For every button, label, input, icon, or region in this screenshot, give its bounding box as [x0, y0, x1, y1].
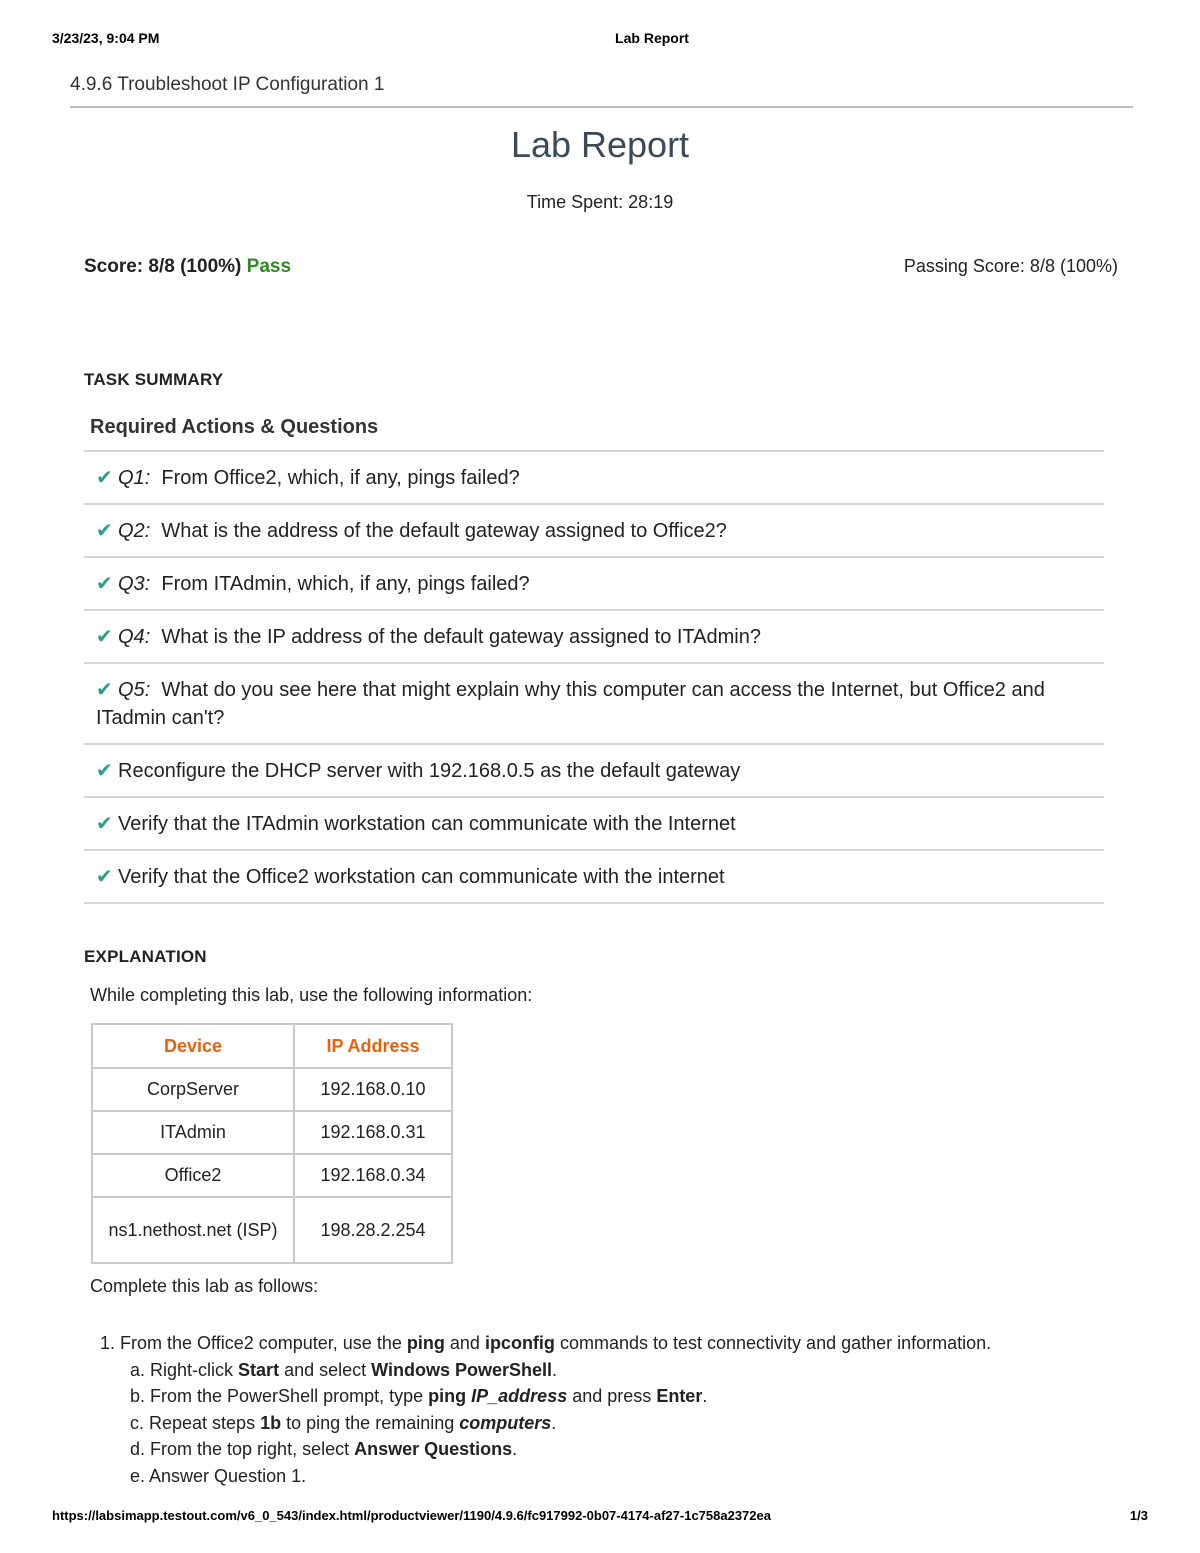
- task-summary-label: TASK SUMMARY: [84, 370, 224, 389]
- ip-cell: 192.168.0.34: [294, 1154, 452, 1197]
- score-status: Pass: [246, 256, 292, 277]
- task-summary-list: [84, 412, 1104, 904]
- task-text: What do you see here that might explain why this computer can access the Internet, but Office2 and ITadmin can't?: [96, 679, 1045, 729]
- check-icon: ✔: [96, 679, 113, 701]
- score: [84, 256, 291, 278]
- table-row: [92, 1111, 452, 1154]
- check-icon: ✔: [96, 573, 113, 595]
- header-divider: [70, 106, 1133, 108]
- time-spent: [0, 192, 1200, 213]
- print-header: [52, 30, 1148, 50]
- task-item: ✔ Q1: From Office2, which, if any, pings failed?: [84, 452, 1104, 505]
- print-date: 3/23/23, 9:04 PM: [52, 30, 160, 46]
- task-text: What is the address of the default gateway assigned to Office2?: [161, 520, 727, 542]
- table-header-row: [92, 1024, 452, 1068]
- task-qid: Q2: [118, 520, 145, 542]
- check-icon: ✔: [96, 866, 113, 888]
- check-icon: ✔: [96, 467, 113, 489]
- table-row: [92, 1068, 452, 1111]
- step-1b: b. From the PowerShell prompt, type ping IP_address and press Enter.: [130, 1386, 708, 1406]
- check-icon: ✔: [96, 626, 113, 648]
- passing-score: Passing Score: 8/8 (100%): [903, 256, 1118, 276]
- explanation-label: EXPLANATION: [84, 947, 207, 966]
- tasks-header: Required Actions & Questions: [84, 412, 1104, 452]
- time-spent-value: 28:19: [628, 192, 674, 212]
- device-cell: Office2: [92, 1154, 294, 1197]
- step-1e: e. Answer Question 1.: [130, 1465, 307, 1486]
- task-text: Verify that the Office2 workstation can communicate with the internet: [118, 866, 725, 888]
- step-1d: d. From the top right, select Answer Questions.: [130, 1439, 518, 1459]
- task-text: Verify that the ITAdmin workstation can communicate with the Internet: [118, 813, 736, 835]
- explanation-intro: While completing this lab, use the following information:: [90, 985, 533, 1005]
- task-qid: Q1: [118, 467, 145, 489]
- lab-name: 4.9.6 Troubleshoot IP Configuration 1: [70, 74, 385, 95]
- task-item: [84, 798, 1104, 851]
- time-spent-label: Time Spent:: [526, 192, 624, 212]
- table-header-ip: IP Address: [294, 1024, 452, 1068]
- print-title: Lab Report: [615, 30, 689, 46]
- ip-cell: 198.28.2.254: [294, 1197, 452, 1263]
- step-1: 1. From the Office2 computer, use the ping and ipconfig commands to test connectivity and gather information.: [100, 1333, 992, 1353]
- page-number: 1/3: [1129, 1508, 1148, 1523]
- task-qid: Q3: [118, 573, 145, 595]
- task-item: ✔ Q2: What is the address of the default gateway assigned to Office2?: [84, 505, 1104, 558]
- check-icon: ✔: [96, 520, 113, 542]
- ip-address-table: [91, 1023, 453, 1264]
- step-1a: a. Right-click Start and select Windows PowerShell.: [130, 1359, 558, 1380]
- task-text: Reconfigure the DHCP server with 192.168.0.5 as the default gateway: [118, 760, 741, 782]
- step-1c: c. Repeat steps 1b to ping the remaining computers.: [130, 1412, 557, 1433]
- page-url: https://labsimapp.testout.com/v6_0_543/index.html/productviewer/1190/4.9.6/fc917992-0b07-4174-af27-1c758a2372ea: [52, 1508, 771, 1523]
- step-list: [100, 1330, 991, 1489]
- device-cell: CorpServer: [92, 1068, 294, 1111]
- ip-cell: 192.168.0.31: [294, 1111, 452, 1154]
- score-label: Score: 8/8 (100%): [84, 256, 242, 277]
- check-icon: ✔: [96, 760, 113, 782]
- task-item: ✔ Q3: From ITAdmin, which, if any, pings failed?: [84, 558, 1104, 611]
- report-title: Lab Report: [510, 124, 690, 165]
- task-text: What is the IP address of the default gateway assigned to ITAdmin?: [161, 626, 761, 648]
- table-row: [92, 1154, 452, 1197]
- device-cell: ns1.nethost.net (ISP): [92, 1197, 294, 1263]
- task-qid: Q5: [118, 679, 145, 701]
- task-text: From ITAdmin, which, if any, pings failed?: [161, 573, 530, 595]
- task-item: ✔ Q4: What is the IP address of the default gateway assigned to ITAdmin?: [84, 611, 1104, 664]
- complete-instructions: Complete this lab as follows:: [90, 1276, 319, 1296]
- ip-cell: 192.168.0.10: [294, 1068, 452, 1111]
- table-header-device: Device: [92, 1024, 294, 1068]
- device-cell: ITAdmin: [92, 1111, 294, 1154]
- check-icon: ✔: [96, 813, 113, 835]
- task-item: [84, 745, 1104, 798]
- task-item: [84, 851, 1104, 904]
- table-row: [92, 1197, 452, 1263]
- task-text: From Office2, which, if any, pings failed?: [161, 467, 520, 489]
- task-qid: Q4: [118, 626, 145, 648]
- task-item: ✔ Q5: What do you see here that might explain why this computer can access the Internet, but Office2 and ITadmin can't?: [84, 664, 1104, 745]
